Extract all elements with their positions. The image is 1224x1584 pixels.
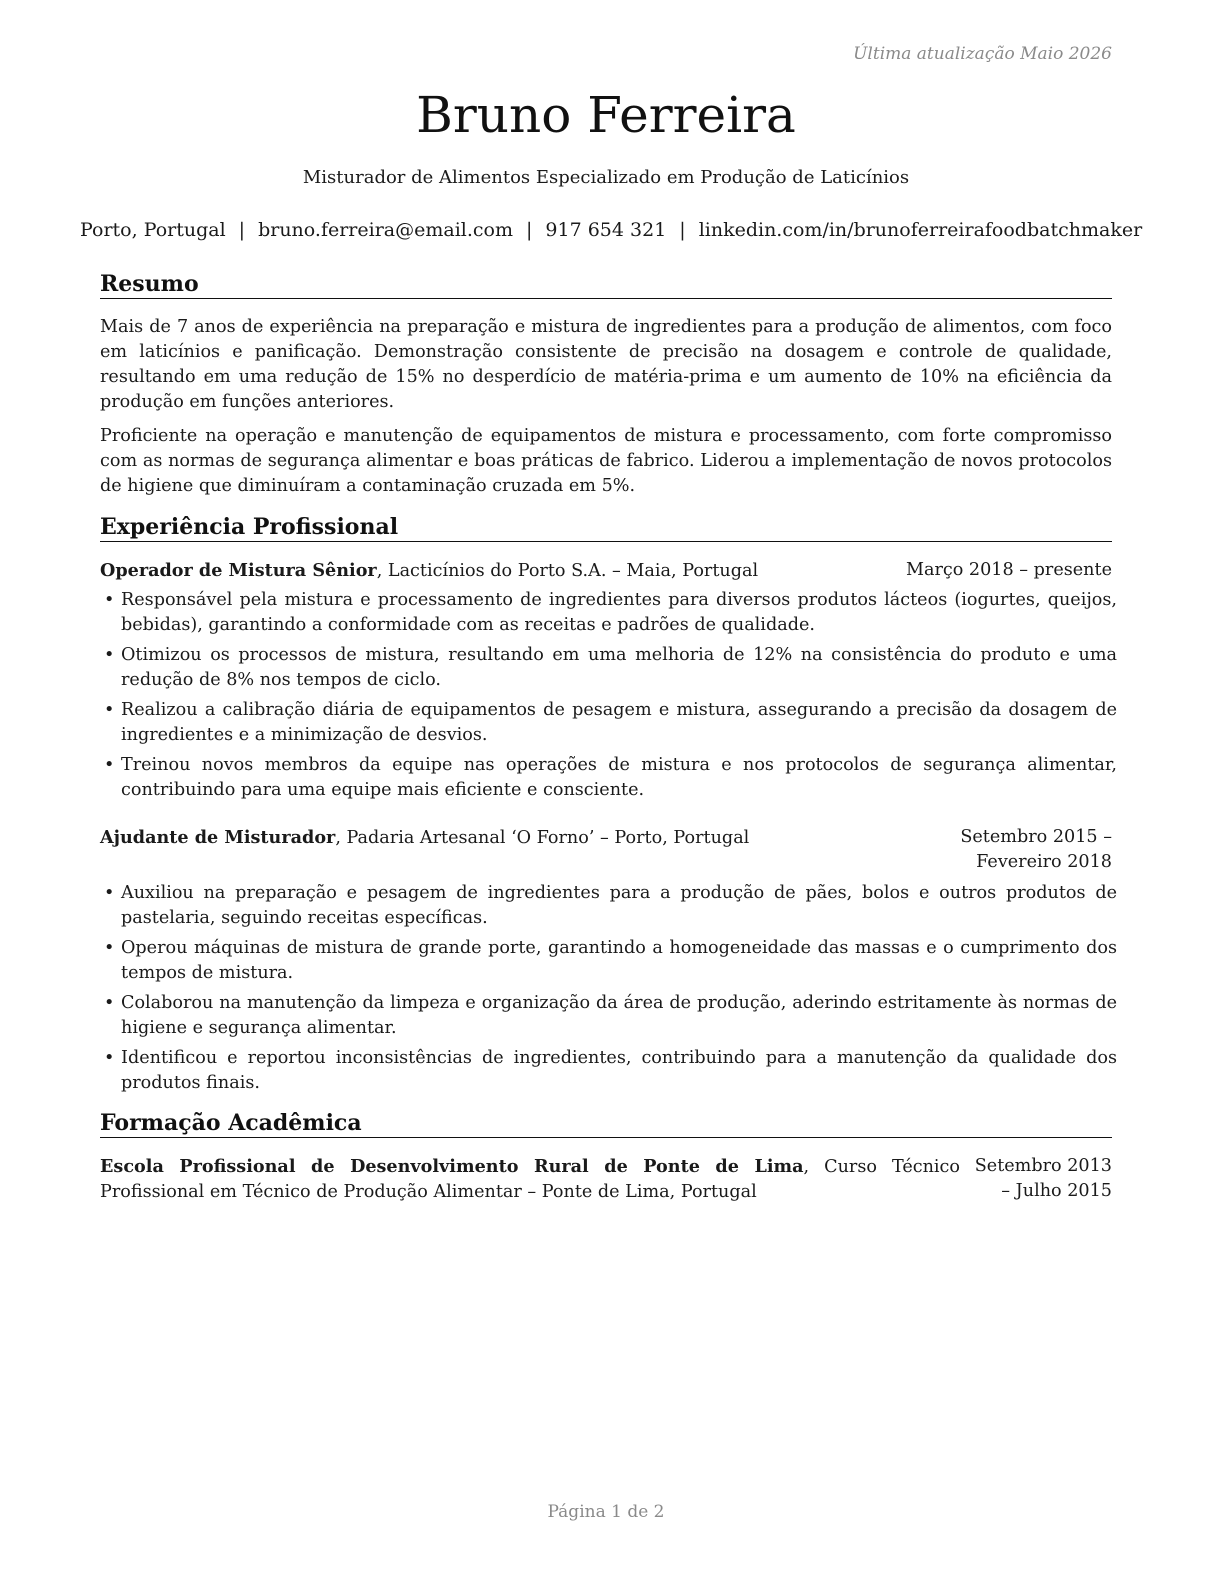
bullet-icon: • [104,645,115,665]
education-entry [100,1154,1112,1205]
list-item [100,753,1117,803]
job-dates: Setembro 2015 – Fevereiro 2018 [960,827,1112,872]
list-item [100,698,1117,748]
section-title-education: Formação Acadêmica [100,1110,1112,1138]
bullet-text: Colaborou na manutenção da limpeza e organização da área de produção, aderindo estritamente às normas de higiene e segurança alimentar. [121,993,1117,1038]
bullet-icon: • [104,755,115,775]
job-role: Operador de Mistura Sênior [100,560,377,581]
contact-separator: | [526,219,533,241]
last-updated: Última atualização Maio 2026 [853,44,1112,64]
education-description [100,1154,960,1205]
summary-paragraph-2: Proficiente na operação e manutenção de equipamentos de mistura e processamento, com forte compromisso com as normas de segurança alimentar e boas práticas de fabrico. Liderou a implementação de novos protocolos de higiene que diminuíram a contaminação cruzada em 5%. [100,426,1112,496]
candidate-name: Bruno Ferreira [416,86,796,144]
bullet-icon: • [104,993,115,1013]
contact-separator: | [679,219,686,241]
bullet-icon: • [104,590,115,610]
bullet-text: Otimizou os processos de mistura, resultando em uma melhoria de 12% na consistência do produto e uma redução de 8% nos tempos de ciclo. [121,645,1117,690]
contact-separator: | [238,219,246,241]
list-item [100,936,1117,986]
contact-email[interactable]: bruno.ferreira@email.com [258,219,513,241]
bullet-text: Treinou novos membros da equipe nas operações de mistura e nos protocolos de segurança alimentar, contribuindo para uma equipe mais eficiente e consciente. [121,755,1117,800]
page-number: Página 1 de 2 [547,1502,665,1522]
job-bullet-list [100,881,1117,1101]
contact-line [80,219,1143,241]
contact-linkedin[interactable]: linkedin.com/in/brunoferreirafoodbatchmaker [698,219,1143,241]
job-role: Ajudante de Misturador [100,827,336,848]
list-item [100,881,1117,931]
list-item [100,1046,1117,1096]
section-title-experience: Experiência Profissional [100,514,1112,542]
bullet-text: Realizou a calibração diária de equipamentos de pesagem e mistura, assegurando a precisão da dosagem de ingredientes e a minimização de desvios. [121,700,1117,745]
job-dates: Março 2018 – presente [905,560,1112,580]
bullet-text: Identificou e reportou inconsistências de ingredientes, contribuindo para a manutenção da qualidade dos produtos finais. [121,1048,1117,1093]
bullet-icon: • [104,883,115,903]
bullet-icon: • [104,700,115,720]
candidate-subtitle: Misturador de Alimentos Especializado em Produção de Laticínios [302,167,910,188]
summary-paragraph-1: Mais de 7 anos de experiência na preparação e mistura de ingredientes para a produção de alimentos, com foco em laticínios e panificação. Demonstração consistente de precisão na dosagem e controle de qualidade, resultando em uma redução de 15% no desperdício de matéria-prima e um aumento de 10% na eficiência da produção em funções anteriores. [100,317,1112,412]
contact-location: Porto, Portugal [80,219,226,241]
list-item [100,588,1117,638]
bullet-text: Operou máquinas de mistura de grande porte, garantindo a homogeneidade das massas e o cumprimento dos tempos de mistura. [121,938,1117,983]
bullet-icon: • [104,1048,115,1068]
education-school: Escola Profissional de Desenvolvimento Rural de Ponte de Lima [100,1156,804,1177]
education-dates: Setembro 2013 – Julho 2015 [974,1156,1112,1201]
resume-page [80,0,1143,1584]
job-company: , Padaria Artesanal ‘O Forno’ – Porto, Portugal [335,828,750,848]
contact-phone[interactable]: 917 654 321 [545,219,667,241]
bullet-text: Responsável pela mistura e processamento de ingredientes para diversos produtos lácteos (iogurtes, queijos, bebidas), garantindo a conformidade com as receitas e padrões de qualidade. [121,590,1117,635]
education-details: , Curso Técnico Profissional em Técnico de Produção Alimentar – Ponte de Lima, Portugal [100,1157,960,1202]
bullet-icon: • [104,938,115,958]
section-title-summary: Resumo [100,271,1112,299]
bullet-text: Auxiliou na preparação e pesagem de ingredientes para a produção de pães, bolos e outros produtos de pastelaria, seguindo receitas específicas. [121,883,1117,928]
job-bullet-list [100,588,1117,808]
job-header [100,558,1112,584]
job-header [100,825,1112,872]
list-item [100,991,1117,1041]
list-item [100,643,1117,693]
job-company: , Lacticínios do Porto S.A. – Maia, Portugal [376,561,759,581]
